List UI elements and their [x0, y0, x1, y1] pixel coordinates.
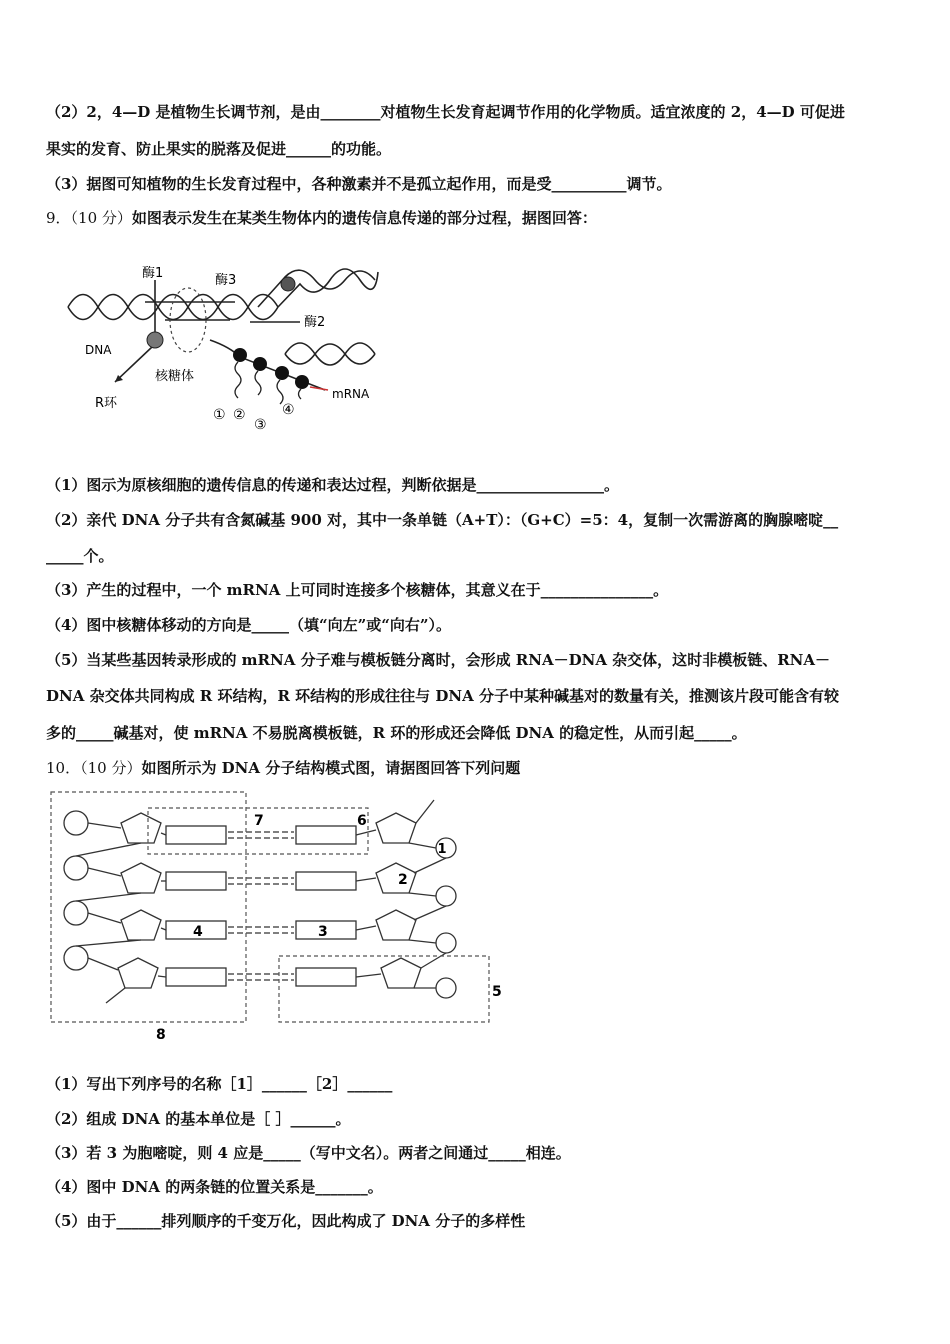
- q10-part5: （5）由于______排列顺序的千变万化，因此构成了 DNA 分子的多样性: [46, 1212, 526, 1230]
- q9-part5-line3: 多的_____碱基对，使 mRNA 不易脱离模板链，R 环的形成还会降低 DNA 的稳定性，从而引起_____。: [46, 724, 747, 742]
- label-chain-1: ①: [213, 407, 226, 423]
- label-chain-3: ③: [254, 417, 267, 433]
- q10-stem: 如图所示为 DNA 分子结构模式图，请据图回答下列问题: [141, 759, 521, 777]
- q10-part2: （2）组成 DNA 的基本单位是［ ］______。: [46, 1110, 351, 1128]
- q9-part2-line2: _____个。: [46, 547, 114, 565]
- q8-part2-line2: 果实的发育、防止果实的脱落及促进______的功能。: [46, 140, 392, 158]
- label-5: 5: [492, 984, 502, 1000]
- label-2: 2: [398, 872, 408, 888]
- ribosome-4: [295, 375, 309, 389]
- q9-number: 9．（10 分）: [46, 209, 132, 227]
- figure-10-dna-structure: [46, 788, 506, 1044]
- q9-part2-line1: （2）亲代 DNA 分子共有含氮碱基 900 对，其中一条单链（A+T）：（G+C）=5：4，复制一次需游离的胸腺嘧啶__: [46, 511, 839, 529]
- ribosome-3: [275, 366, 289, 380]
- label-4: 4: [193, 924, 203, 940]
- label-rloop: R环: [95, 396, 118, 411]
- lower-helix-a: [285, 343, 375, 365]
- label-enzyme1: 酶1: [142, 266, 164, 281]
- ribosome-2: [253, 357, 267, 371]
- label-8: 8: [156, 1027, 166, 1043]
- label-enzyme3: 酶3: [215, 273, 237, 288]
- label-enzyme2: 酶2: [304, 315, 326, 330]
- label-chain-2: ②: [233, 407, 246, 423]
- q8-part3: （3）据图可知植物的生长发育过程中，各种激素并不是孤立起作用，而是受__________调节。: [46, 175, 672, 193]
- q9-part4: （4）图中核糖体移动的方向是_____（填“向左”或“向右”）。: [46, 616, 451, 634]
- enzyme1-blob: [147, 332, 163, 348]
- lower-helix-b: [285, 344, 375, 364]
- enzyme3-blob: [281, 277, 295, 291]
- q10-number: 10．（10 分）: [46, 759, 142, 777]
- dna-strand-b: [68, 295, 278, 320]
- q9-stem: 如图表示发生在某类生物体内的遗传信息传递的部分过程，据图回答：: [131, 209, 597, 227]
- q9-heading: [46, 208, 916, 228]
- q9-part1: （1）图示为原核细胞的遗传信息的传递和表达过程，判断依据是_________________。: [46, 476, 619, 494]
- q9-part5-line2: DNA 杂交体共同构成 R 环结构，R 环结构的形成往往与 DNA 分子中某种碱基对的数量有关，推测该片段可能含有较: [46, 687, 839, 705]
- label-1: 1: [437, 842, 447, 857]
- q10-part1: （1）写出下列序号的名称［1］______［2］______: [46, 1075, 393, 1093]
- label-6: 6: [357, 813, 367, 829]
- label-7: 7: [254, 813, 264, 829]
- q10-heading: [46, 758, 916, 778]
- label-dna: DNA: [85, 343, 112, 357]
- q9-part3: （3）产生的过程中，一个 mRNA 上可同时连接多个核糖体，其意义在于_______________。: [46, 581, 669, 599]
- figure-9-transcription-diagram: [60, 262, 390, 434]
- label-chain-4: ④: [282, 402, 295, 418]
- q10-part4: （4）图中 DNA 的两条链的位置关系是_______。: [46, 1178, 383, 1196]
- ribosome-1: [233, 348, 247, 362]
- dna-strand-a: [68, 295, 278, 320]
- label-ribosome: 核糖体: [155, 369, 195, 384]
- q8-part2-line1: （2）2，4—D 是植物生长调节剂，是由________对植物生长发育起调节作用的化学物质。适宜浓度的 2，4—D 可促进: [46, 103, 845, 121]
- q9-part5-line1: （5）当某些基因转录形成的 mRNA 分子难与模板链分离时，会形成 RNA－DNA 杂交体，这时非模板链、RNA－: [46, 651, 831, 669]
- q10-part3: （3）若 3 为胞嘧啶，则 4 应是_____（写中文名）。两者之间通过_____相连。: [46, 1144, 571, 1162]
- label-mrna: mRNA: [332, 387, 370, 401]
- label-3: 3: [318, 924, 328, 940]
